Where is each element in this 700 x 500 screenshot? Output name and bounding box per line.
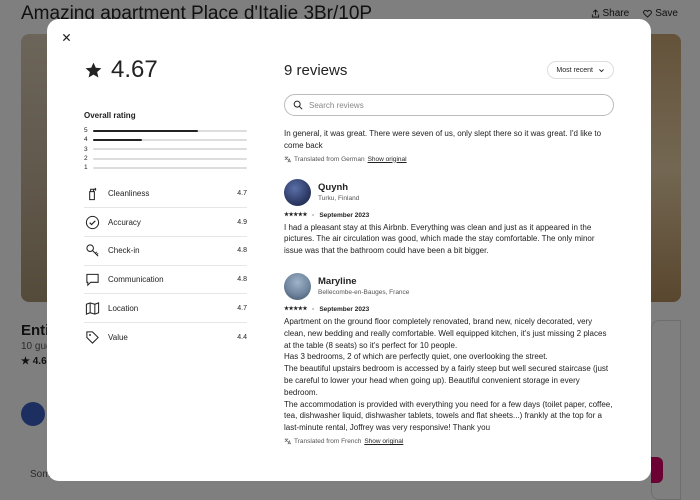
message-icon xyxy=(84,271,100,287)
review-meta xyxy=(284,306,614,313)
review-text-line: Apartment on the ground floor completely renovated, brand new, nicely decorated, very clean, new bedding and really comfortable. Well equipped kitchen, it's just missing 2 places at the table (8 seats) so it's perfect for 10 people. xyxy=(284,316,607,350)
sort-label: Most recent xyxy=(556,66,593,74)
translate-icon xyxy=(284,438,291,445)
reviewer xyxy=(284,273,614,300)
chevron-down-icon xyxy=(598,67,605,74)
distribution-row: 5 xyxy=(84,126,247,135)
translated-label: Translated from French xyxy=(294,437,362,445)
reviews-modal xyxy=(47,19,651,481)
review-text: In general, it was great. There were seven of us, only slept there so it was great. I'd like to come back xyxy=(284,129,602,150)
rating-distribution xyxy=(84,126,247,172)
distribution-bar xyxy=(93,139,142,141)
search-icon xyxy=(293,100,303,110)
distribution-row: 1 xyxy=(84,163,247,172)
category-cleanliness: Cleanliness 4.7 xyxy=(84,179,247,208)
close-icon xyxy=(62,33,71,42)
distribution-bar xyxy=(93,130,198,132)
review-date: September 2023 xyxy=(319,211,370,219)
reviewer-name: Quynh xyxy=(318,182,349,194)
search-reviews-box[interactable] xyxy=(284,94,614,116)
key-icon xyxy=(84,243,100,259)
review-bullet: · xyxy=(312,305,315,313)
review-item xyxy=(284,179,614,257)
spray-bottle-icon xyxy=(84,185,100,201)
translated-label: Translated from German xyxy=(294,155,365,163)
tag-icon xyxy=(84,329,100,345)
distribution-row: 3 xyxy=(84,145,247,154)
show-original-link[interactable]: Show original xyxy=(364,437,404,445)
review-list xyxy=(284,128,614,481)
category-check-in: Check-in 4.8 xyxy=(84,237,247,266)
reviewer-location: Turku, Finland xyxy=(318,195,360,203)
close-button[interactable] xyxy=(58,29,74,45)
translation-note xyxy=(284,156,614,163)
avatar[interactable] xyxy=(284,179,311,206)
reviewer xyxy=(284,179,614,206)
category-ratings xyxy=(84,179,247,351)
review-partial xyxy=(284,128,614,163)
star-icon xyxy=(84,61,103,80)
review-bullet: · xyxy=(312,211,315,219)
category-accuracy: Accuracy 4.9 xyxy=(84,208,247,237)
review-stars: ★★★★★ xyxy=(284,212,308,219)
search-input[interactable] xyxy=(309,101,569,110)
reviewer-location: Bellecombe-en-Bauges, France xyxy=(318,289,410,297)
review-meta xyxy=(284,212,614,219)
show-original-link[interactable]: Show original xyxy=(367,155,407,163)
category-location: Location 4.7 xyxy=(84,294,247,323)
check-circle-icon xyxy=(84,214,100,230)
review-item xyxy=(284,273,614,445)
overall-score xyxy=(84,55,247,85)
rating-summary xyxy=(84,55,247,352)
reviews-title: 9 reviews xyxy=(284,61,348,79)
category-value: Value 4.4 xyxy=(84,323,247,352)
review-text-line: The beautiful upstairs bedroom is accessed by a fairly steep but well secured staircase (just be careful to lower your head when going up). Beautiful convenient storage in every bedroom. xyxy=(284,364,609,397)
review-text: I had a pleasant stay at this Airbnb. Everything was clean and just as it appeared in the pictures. The air circulation was good, which made the stay comfortable. The only minor issue was that the bathroom could have been a bit bigger. xyxy=(284,222,595,256)
review-stars: ★★★★★ xyxy=(284,306,308,313)
overall-score-value: 4.67 xyxy=(111,56,158,83)
reviews-panel xyxy=(284,55,614,481)
translation-note xyxy=(284,438,614,445)
distribution-row: 4 xyxy=(84,135,247,144)
review-text-line: The accommodation is provided with everything you need for a few days (toilet paper, coffee, tea, dishwasher liquid, dishwasher tablets, towels and flat sheets...) frankly at the top for a last-minute rental, Joffrey was very responsive! Thank you xyxy=(284,399,613,433)
avatar[interactable] xyxy=(284,273,311,300)
overall-rating-label: Overall rating xyxy=(84,111,136,120)
map-icon xyxy=(84,300,100,316)
review-date: September 2023 xyxy=(319,305,370,313)
distribution-row: 2 xyxy=(84,154,247,163)
translate-icon xyxy=(284,156,291,163)
category-communication: Communication 4.8 xyxy=(84,266,247,295)
sort-dropdown[interactable] xyxy=(547,61,614,79)
review-text-line: Has 3 bedrooms, 2 of which are perfectly quiet, one overlooking the street. xyxy=(284,352,548,362)
reviews-header xyxy=(284,55,614,85)
reviewer-name: Maryline xyxy=(318,276,357,288)
